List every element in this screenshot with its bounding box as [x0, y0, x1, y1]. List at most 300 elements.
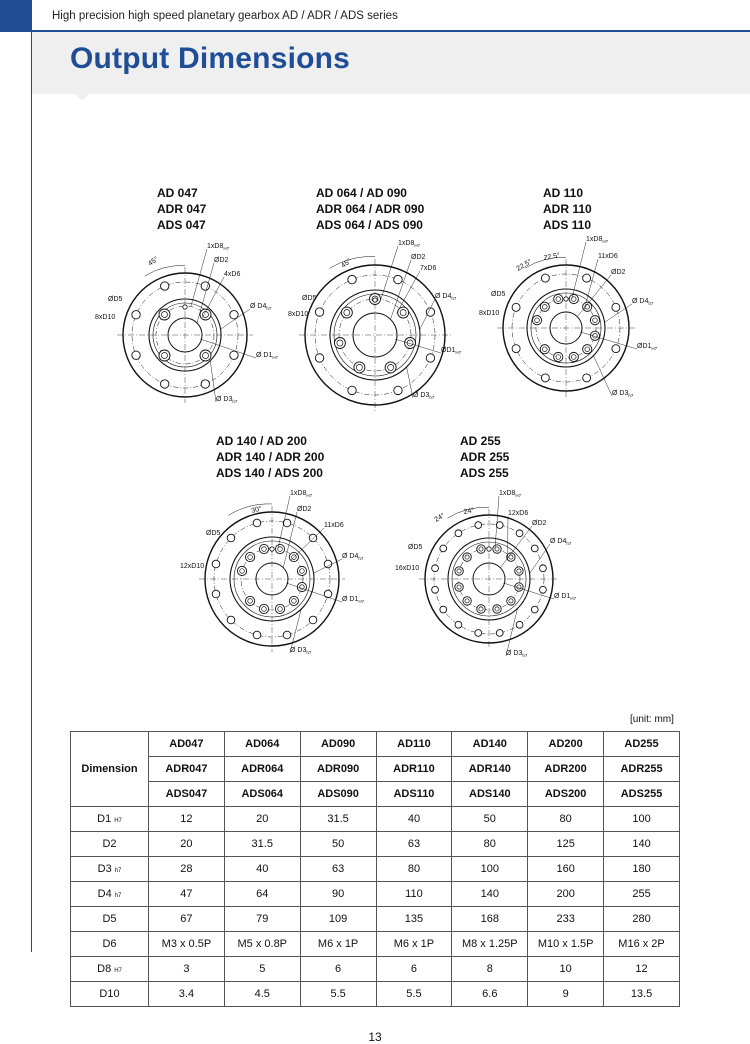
model-header-cell: ADS064 — [224, 782, 300, 807]
model-header-cell: ADS110 — [376, 782, 452, 807]
bolt-hole — [253, 519, 261, 527]
row-dimension-cell — [71, 982, 149, 1007]
table-row — [71, 982, 680, 1007]
row-dimension-cell — [71, 957, 149, 982]
dimension-tolerance: h7 — [451, 296, 457, 301]
dimension-label-d10: 8xD10 — [95, 314, 115, 321]
caption-line: AD 047 — [157, 185, 206, 201]
bolt-hole — [440, 545, 447, 552]
tapped-hole — [200, 350, 211, 361]
bolt-hole — [612, 303, 620, 311]
tapped-hole — [583, 302, 592, 311]
model-header-cell: AD140 — [452, 732, 528, 757]
table-cell: 100 — [452, 857, 528, 882]
tapped-hole — [493, 605, 501, 613]
table-cell: 3 — [149, 957, 225, 982]
tapped-hole — [334, 338, 345, 349]
row-dimension-cell — [71, 807, 149, 832]
dimension-tolerance: H7 — [515, 493, 521, 498]
row-dimension-name: D4 — [98, 888, 112, 900]
table-cell: 255 — [604, 882, 680, 907]
bolt-hole — [432, 565, 439, 572]
table-cell: 10 — [528, 957, 604, 982]
bolt-hole — [212, 590, 220, 598]
dimension-tolerance: H7 — [223, 246, 229, 251]
drawing-caption-5 — [460, 433, 509, 481]
bolt-hole — [230, 351, 238, 359]
caption-line: ADR 064 / ADR 090 — [316, 201, 424, 217]
tapped-hole — [200, 309, 211, 320]
flange-drawing-ad047 — [90, 235, 270, 410]
dimension-label-d10: 8xD10 — [288, 311, 308, 318]
bolt-hole — [496, 630, 503, 637]
tapped-hole — [554, 352, 563, 361]
dimension-tolerance: h7 — [266, 306, 272, 311]
flange-drawing-ad140-ad200 — [172, 484, 372, 660]
tapped-hole — [159, 309, 170, 320]
bolt-hole — [161, 282, 169, 290]
page-number: 13 — [0, 1030, 750, 1044]
table-cell: 6 — [300, 957, 376, 982]
tapped-hole — [455, 583, 463, 591]
table-cell: 80 — [528, 807, 604, 832]
table-cell: 180 — [604, 857, 680, 882]
row-dimension-name: D3 — [98, 863, 112, 875]
bolt-hole — [315, 354, 323, 362]
dimension-label-d8: $1xD8_{H7}$ — [586, 236, 609, 244]
table-row — [71, 807, 680, 832]
unit-note: [unit: mm] — [630, 714, 674, 725]
model-header-cell: ADR110 — [376, 757, 452, 782]
model-header-row — [71, 757, 680, 782]
tapped-hole — [540, 345, 549, 354]
table-cell: 4.5 — [224, 982, 300, 1007]
bolt-hole — [132, 311, 140, 319]
table-row — [71, 882, 680, 907]
tapped-hole — [477, 545, 485, 553]
dimension-label-d6: 11xD6 — [324, 522, 344, 529]
bolt-hole — [541, 274, 549, 282]
leader-line — [381, 246, 398, 299]
table-cell: 47 — [149, 882, 225, 907]
table-cell: 140 — [452, 882, 528, 907]
bolt-hole — [348, 386, 356, 394]
table-cell: 135 — [376, 907, 452, 932]
row-dimension-cell — [71, 832, 149, 857]
table-cell: 125 — [528, 832, 604, 857]
table-cell: 20 — [224, 807, 300, 832]
table-cell: 12 — [604, 957, 680, 982]
table-cell: 6 — [376, 957, 452, 982]
caption-line: ADR 140 / ADR 200 — [216, 449, 324, 465]
dimension-tolerance: H7 — [651, 346, 657, 351]
bolt-hole — [227, 534, 235, 542]
leader-line — [572, 242, 586, 298]
tapped-hole — [477, 605, 485, 613]
bolt-hole — [455, 621, 462, 628]
bolt-hole — [540, 565, 547, 572]
table-cell: 80 — [452, 832, 528, 857]
bolt-hole — [426, 308, 434, 316]
bolt-hole — [315, 308, 323, 316]
row-dimension-cell — [71, 932, 149, 957]
model-header-cell: ADS140 — [452, 782, 528, 807]
row-dimension-cell — [71, 857, 149, 882]
dimension-label-d3: Ø $D3_{h7}$ — [413, 392, 435, 400]
dimension-label-d1: Ø $D1_{H7}$ — [256, 352, 279, 360]
tapped-hole — [583, 345, 592, 354]
dimension-label-d5: ØD5 — [491, 291, 506, 298]
table-cell: 20 — [149, 832, 225, 857]
dimension-label-d10: 16xD10 — [395, 565, 419, 572]
bolt-hole — [475, 522, 482, 529]
table-cell: M8 x 1.25P — [452, 932, 528, 957]
bolt-hole — [541, 374, 549, 382]
dimension-label-d4: Ø $D4_{h7}$ — [250, 303, 272, 311]
pin-hole — [270, 547, 274, 551]
pin-hole — [183, 305, 187, 309]
dimension-tolerance: h7 — [358, 556, 364, 561]
table-row — [71, 857, 680, 882]
dimension-tolerance: H7 — [570, 596, 576, 601]
table-cell: 6.6 — [452, 982, 528, 1007]
row-dimension-cell — [71, 882, 149, 907]
bolt-hole — [283, 631, 291, 639]
model-header-cell: ADR090 — [300, 757, 376, 782]
dimension-tolerance: h7 — [648, 301, 654, 306]
dimension-label-d8: $1xD8_{H7}$ — [290, 490, 313, 498]
bolt-hole — [227, 616, 235, 624]
angle-label: 45° — [147, 255, 160, 268]
flange-drawing-ad255 — [392, 484, 592, 660]
table-cell: 109 — [300, 907, 376, 932]
table-cell: 9 — [528, 982, 604, 1007]
dimension-tolerance: h7 — [628, 393, 634, 398]
dimension-label-d5: ØD5 — [108, 296, 123, 303]
caption-line: ADS 064 / ADS 090 — [316, 217, 424, 233]
table-cell: 12 — [149, 807, 225, 832]
table-cell: 79 — [224, 907, 300, 932]
angle-label: 22.5° — [543, 251, 561, 262]
table-cell: 40 — [224, 857, 300, 882]
dimension-label-d3: Ø $D3_{h7}$ — [612, 390, 634, 398]
leader-line — [191, 249, 207, 306]
corner-block — [0, 0, 32, 32]
tapped-hole — [245, 596, 254, 605]
table-cell: M16 x 2P — [604, 932, 680, 957]
bolt-hole — [212, 560, 220, 568]
dimension-label-d5: ØD5 — [408, 544, 423, 551]
table-cell: M3 x 0.5P — [149, 932, 225, 957]
bolt-hole — [440, 606, 447, 613]
drawing-caption-2 — [316, 185, 424, 233]
dimension-tolerance: H7 — [272, 355, 278, 360]
angle-label: 24° — [433, 511, 446, 523]
tapped-hole — [515, 567, 523, 575]
tapped-hole — [507, 597, 515, 605]
pin-hole — [487, 547, 491, 551]
table-cell: 50 — [300, 832, 376, 857]
model-header-row — [71, 732, 680, 757]
model-header-cell: AD047 — [149, 732, 225, 757]
drawing-caption-1 — [157, 185, 206, 233]
leader-line — [593, 355, 612, 396]
bolt-hole — [496, 522, 503, 529]
dimension-label-d1: $ØD1_{H7}$ — [637, 343, 658, 351]
table-cell: 63 — [300, 857, 376, 882]
dimension-label-d2: ØD2 — [297, 506, 312, 513]
table-cell: 160 — [528, 857, 604, 882]
table-cell: 31.5 — [224, 832, 300, 857]
caption-line: AD 064 / AD 090 — [316, 185, 424, 201]
table-cell: 280 — [604, 907, 680, 932]
angle-label: 24° — [463, 506, 475, 516]
bolt-hole — [201, 380, 209, 388]
model-header-cell: AD110 — [376, 732, 452, 757]
table-cell: M6 x 1P — [300, 932, 376, 957]
caption-line: ADR 047 — [157, 201, 206, 217]
row-dimension-tolerance: H7 — [114, 818, 122, 824]
tapped-hole — [259, 544, 268, 553]
table-cell: 50 — [452, 807, 528, 832]
table-cell: 63 — [376, 832, 452, 857]
angle-label: 30° — [250, 504, 262, 515]
table-cell: M10 x 1.5P — [528, 932, 604, 957]
model-header-cell: ADS090 — [300, 782, 376, 807]
row-dimension-name: D1 — [97, 813, 111, 825]
dimension-label-d1: $ØD1_{H7}$ — [441, 347, 462, 355]
caption-line: ADS 255 — [460, 465, 509, 481]
dimension-label-d10: 8xD10 — [479, 310, 499, 317]
tapped-hole — [569, 352, 578, 361]
model-header-cell: ADS255 — [604, 782, 680, 807]
caption-line: ADR 110 — [543, 201, 592, 217]
page-title: Output Dimensions — [70, 42, 350, 76]
dimension-label-d6: 4xD6 — [224, 271, 240, 278]
model-header-row — [71, 782, 680, 807]
table-row — [71, 932, 680, 957]
model-header-cell: AD064 — [224, 732, 300, 757]
row-dimension-name: D10 — [99, 988, 119, 1000]
row-dimension-tolerance: h7 — [115, 868, 122, 874]
bolt-hole — [583, 374, 591, 382]
dimension-table — [70, 731, 680, 1007]
tapped-hole — [275, 604, 284, 613]
table-cell: 40 — [376, 807, 452, 832]
series-title: High precision high speed planetary gearbox AD / ADR / ADS series — [52, 10, 398, 22]
caption-line: AD 255 — [460, 433, 509, 449]
dimension-label-d10: 12xD10 — [180, 563, 204, 570]
model-header-cell: ADR200 — [528, 757, 604, 782]
table-cell: 110 — [376, 882, 452, 907]
dimension-label-d4: Ø $D4_{h7}$ — [342, 553, 364, 561]
drawing-caption-4 — [216, 433, 324, 481]
model-header-cell: AD255 — [604, 732, 680, 757]
tapped-hole — [532, 316, 541, 325]
bolt-hole — [394, 386, 402, 394]
model-header-cell: ADS047 — [149, 782, 225, 807]
caption-line: ADS 110 — [543, 217, 592, 233]
dimension-label-d6: 11xD6 — [598, 253, 618, 260]
table-cell: 3.4 — [149, 982, 225, 1007]
dimension-tolerance: H7 — [358, 599, 364, 604]
table-cell: M6 x 1P — [376, 932, 452, 957]
model-header-cell: ADR064 — [224, 757, 300, 782]
angle-label: 45° — [340, 257, 353, 270]
dimension-label-d3: Ø $D3_{h7}$ — [506, 650, 528, 658]
dimension-label-d8: $1xD8_{H7}$ — [398, 240, 421, 248]
leader-line — [577, 275, 611, 317]
table-cell: 90 — [300, 882, 376, 907]
table-cell: 67 — [149, 907, 225, 932]
tapped-hole — [385, 362, 396, 373]
model-header-cell: ADR140 — [452, 757, 528, 782]
tapped-hole — [455, 567, 463, 575]
angle-label: 22.5° — [515, 257, 533, 272]
tapped-hole — [245, 552, 254, 561]
dimension-tolerance: H7 — [306, 493, 312, 498]
angle-dimension-arc — [330, 257, 376, 269]
dimension-tolerance: h7 — [306, 650, 312, 655]
table-cell: 5.5 — [376, 982, 452, 1007]
tapped-hole — [259, 604, 268, 613]
dimension-label-d3: Ø $D3_{h7}$ — [290, 647, 312, 655]
table-cell: M5 x 0.8P — [224, 932, 300, 957]
model-header-cell: AD090 — [300, 732, 376, 757]
tapped-hole — [554, 294, 563, 303]
row-dimension-name: D6 — [102, 938, 116, 950]
dimension-label-d6: 7xD6 — [420, 265, 436, 272]
bolt-hole — [540, 586, 547, 593]
dimension-label-d6: 12xD6 — [508, 510, 528, 517]
model-header-cell: ADR255 — [604, 757, 680, 782]
bolt-hole — [612, 345, 620, 353]
dimension-label-d8: $1xD8_{H7}$ — [207, 243, 230, 251]
tapped-hole — [405, 338, 416, 349]
dimension-tolerance: H7 — [455, 350, 461, 355]
table-cell: 8 — [452, 957, 528, 982]
bolt-hole — [309, 534, 317, 542]
table-cell: 168 — [452, 907, 528, 932]
dimension-label-d3: Ø $D3_{h7}$ — [216, 396, 238, 404]
bolt-hole — [324, 560, 332, 568]
bolt-hole — [531, 545, 538, 552]
dimension-tolerance: H7 — [414, 243, 420, 248]
tapped-hole — [463, 597, 471, 605]
dimension-tolerance: h7 — [232, 399, 238, 404]
drawing-caption-3 — [543, 185, 592, 233]
tapped-hole — [289, 596, 298, 605]
bolt-hole — [132, 351, 140, 359]
bolt-hole — [161, 380, 169, 388]
tapped-hole — [590, 331, 599, 340]
caption-line: ADR 255 — [460, 449, 509, 465]
tapped-hole — [493, 545, 501, 553]
model-header-cell: ADS200 — [528, 782, 604, 807]
tapped-hole — [237, 566, 246, 575]
tapped-hole — [275, 544, 284, 553]
row-dimension-tolerance: h7 — [115, 893, 122, 899]
table-cell: 5 — [224, 957, 300, 982]
bolt-hole — [516, 530, 523, 537]
model-header-cell: AD200 — [528, 732, 604, 757]
dimension-label-d4: Ø $D4_{h7}$ — [435, 293, 457, 301]
dimension-label-d5: ØD5 — [206, 530, 221, 537]
dimension-tolerance: H7 — [602, 239, 608, 244]
bolt-hole — [475, 630, 482, 637]
row-dimension-cell — [71, 907, 149, 932]
bolt-hole — [230, 311, 238, 319]
table-cell: 31.5 — [300, 807, 376, 832]
table-cell: 100 — [604, 807, 680, 832]
tapped-hole — [463, 553, 471, 561]
tapped-hole — [354, 362, 365, 373]
table-cell: 28 — [149, 857, 225, 882]
title-band-notch — [74, 93, 90, 101]
table-cell: 13.5 — [604, 982, 680, 1007]
bolt-hole — [531, 606, 538, 613]
tapped-hole — [569, 294, 578, 303]
pin-hole — [373, 298, 377, 302]
dimension-tolerance: h7 — [429, 395, 435, 400]
caption-line: ADS 047 — [157, 217, 206, 233]
left-margin-rule — [31, 32, 32, 952]
bolt-hole — [512, 303, 520, 311]
tapped-hole — [159, 350, 170, 361]
caption-line: AD 140 / AD 200 — [216, 433, 324, 449]
table-row — [71, 957, 680, 982]
pin-hole — [564, 297, 568, 301]
caption-line: AD 110 — [543, 185, 592, 201]
dimension-header: Dimension — [71, 732, 149, 807]
flange-drawing-ad110 — [474, 233, 664, 405]
dimension-label-d2: ØD2 — [532, 520, 547, 527]
tapped-hole — [540, 302, 549, 311]
table-cell: 200 — [528, 882, 604, 907]
dimension-label-d2: ØD2 — [411, 254, 426, 261]
row-dimension-name: D5 — [102, 913, 116, 925]
dimension-label-d2: ØD2 — [611, 269, 626, 276]
dimension-label-d1: Ø $D1_{H7}$ — [342, 596, 365, 604]
bolt-hole — [309, 616, 317, 624]
bolt-hole — [426, 354, 434, 362]
caption-line: ADS 140 / ADS 200 — [216, 465, 324, 481]
row-dimension-name: D2 — [102, 838, 116, 850]
bolt-hole — [512, 345, 520, 353]
table-row — [71, 832, 680, 857]
table-cell: 64 — [224, 882, 300, 907]
table-cell: 5.5 — [300, 982, 376, 1007]
bolt-hole — [348, 275, 356, 283]
dimension-label-d5: ØD5 — [302, 295, 317, 302]
bolt-hole — [516, 621, 523, 628]
bolt-hole — [455, 530, 462, 537]
bolt-hole — [394, 275, 402, 283]
tapped-hole — [590, 316, 599, 325]
dimension-label-d4: Ø $D4_{h7}$ — [550, 538, 572, 546]
model-header-cell: ADR047 — [149, 757, 225, 782]
dimension-label-d1: Ø $D1_{H7}$ — [554, 593, 577, 601]
tapped-hole — [507, 553, 515, 561]
dimension-label-d4: Ø $D4_{h7}$ — [632, 298, 654, 306]
tapped-hole — [341, 307, 352, 318]
row-dimension-tolerance: H7 — [114, 968, 122, 974]
dimension-label-d8: $1xD8_{H7}$ — [499, 490, 522, 498]
table-row — [71, 907, 680, 932]
bolt-hole — [583, 274, 591, 282]
bolt-hole — [432, 586, 439, 593]
dimension-label-d2: ØD2 — [214, 257, 229, 264]
